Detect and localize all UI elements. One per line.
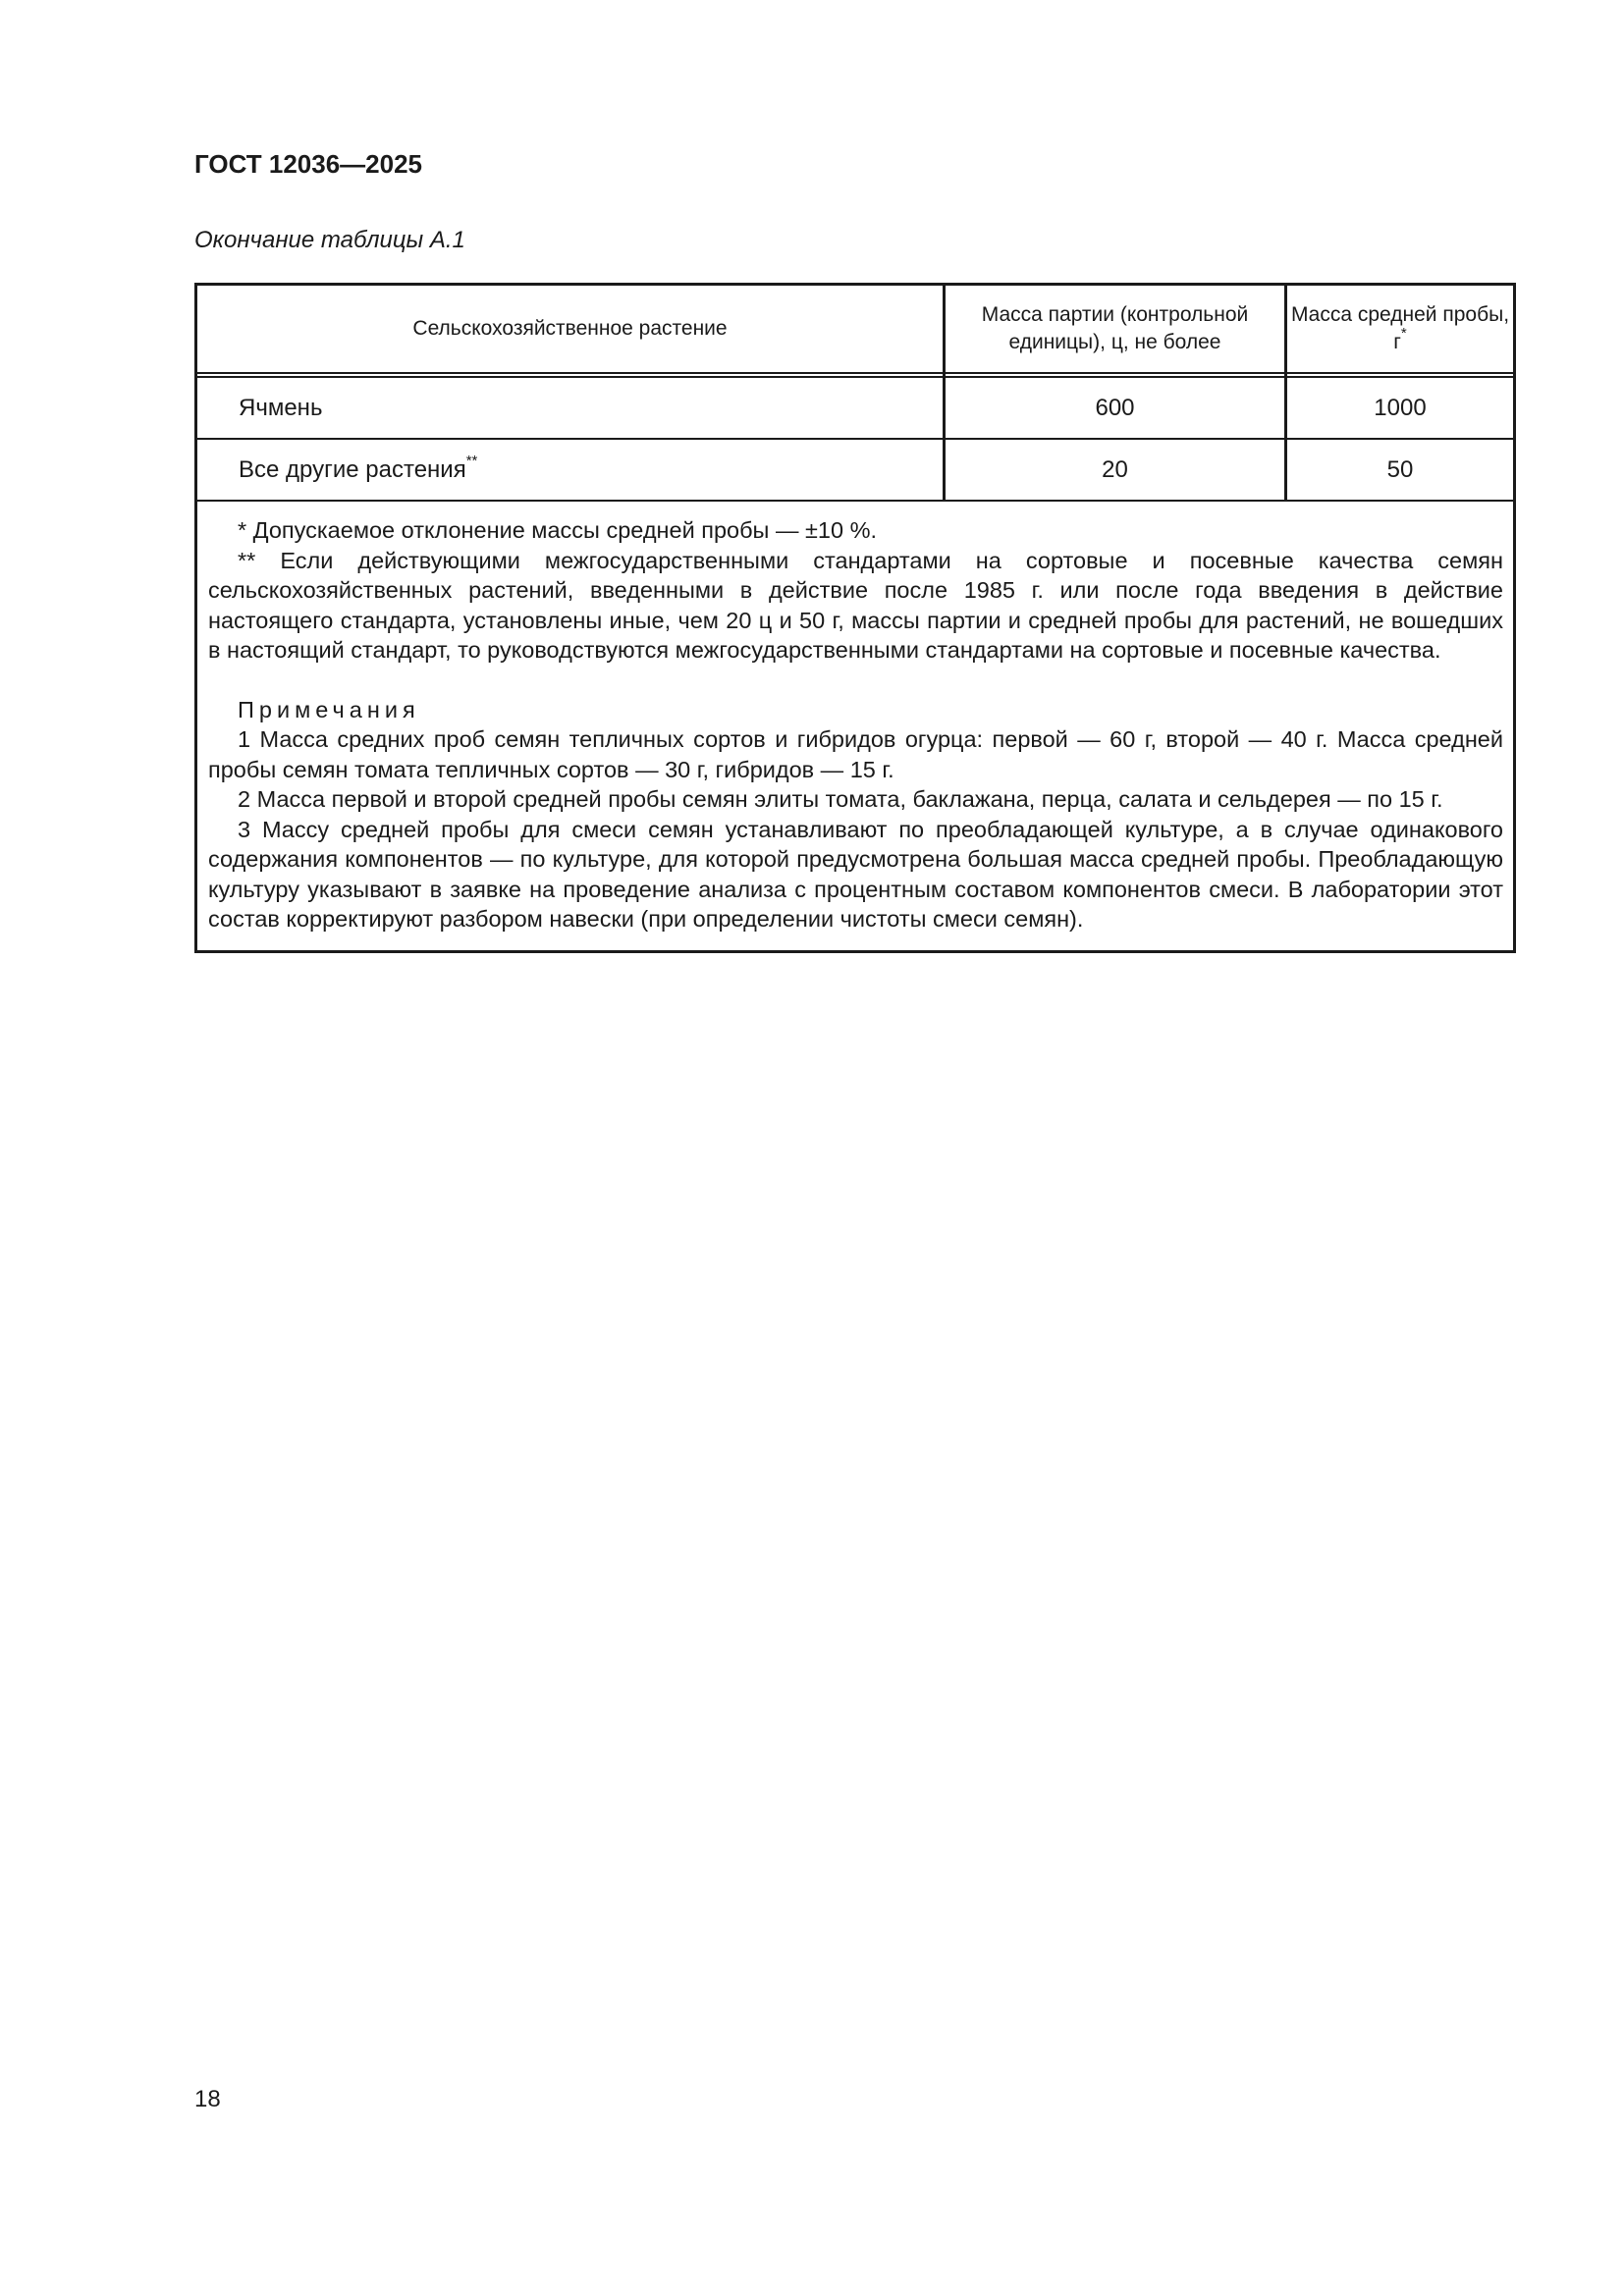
footnote-mark: ** (465, 452, 478, 469)
footnote: ** Если действующими межгосударственными стандартами на сортовые и посевные качества семян сельскохозяйственных растений, введенными в действие после 1985 г. или после года введения в действие настоящего стандарта, установлены иные, чем 20 ц и 50 г, массы партии и средней пробы для растений, не вошедших в настоящий стандарт, то руководствуются межгосударственными стандартами на сортовые и посевные качества. (208, 547, 1503, 663)
sample-mass-cell: 1000 (1374, 394, 1427, 421)
footnote: * Допускаемое отклонение массы средней пробы — ±10 %. (238, 517, 878, 543)
plant-name: Ячмень (239, 394, 323, 421)
column-header-sample-mass-label: Масса средней пробы, г (1290, 303, 1510, 353)
column-header-sample-mass (1287, 286, 1513, 372)
lot-mass-cell: 600 (946, 378, 1287, 438)
plant-cell (197, 378, 946, 438)
plant-name: Все другие растения (239, 455, 466, 483)
note-item: 1 Масса средних проб семян тепличных сортов и гибридов огурца: первой — 60 г, второй — 40 г. Масса средней пробы семян томата тепличных сортов — 30 г, гибридов — 15 г. (208, 726, 1503, 782)
note-item: 3 Массу средней пробы для смеси семян устанавливают по преобладающей культуре, а в случае одинакового содержания компонентов — по культуре, для которой предусмотрена большая масса средней пробы. Преобладающую культуру указывают в заявке на проведение анализа с процентным составом компонентов смеси. В лаборатории этот состав корректируют разбором навески (при определении чистоты смеси семян). (208, 816, 1503, 932)
plant-cell (197, 440, 946, 500)
column-header-plant-label: Сельскохозяйственное растение (412, 317, 728, 340)
seed-sample-table (194, 283, 1516, 953)
standard-id: ГОСТ 12036—2025 (194, 149, 422, 179)
table-row (197, 378, 1513, 440)
sample-mass-cell: 50 (1386, 455, 1414, 483)
table-caption: Окончание таблицы А.1 (194, 227, 465, 253)
notes-title: Примечания (238, 696, 420, 722)
table-header-row (197, 286, 1513, 372)
column-header-lot-mass-label: Масса партии (контрольной единицы), ц, не более (981, 303, 1249, 353)
footnote-mark: * (1400, 325, 1407, 342)
column-header-lot-mass (946, 286, 1287, 372)
note-item: 2 Масса первой и второй средней пробы семян элиты томата, баклажана, перца, салата и сельдерея — по 15 г. (238, 786, 1443, 812)
table-notes (197, 502, 1513, 950)
lot-mass-cell: 20 (946, 440, 1287, 500)
page-number: 18 (194, 2086, 221, 2112)
column-header-plant (197, 286, 946, 372)
table-row (197, 440, 1513, 502)
